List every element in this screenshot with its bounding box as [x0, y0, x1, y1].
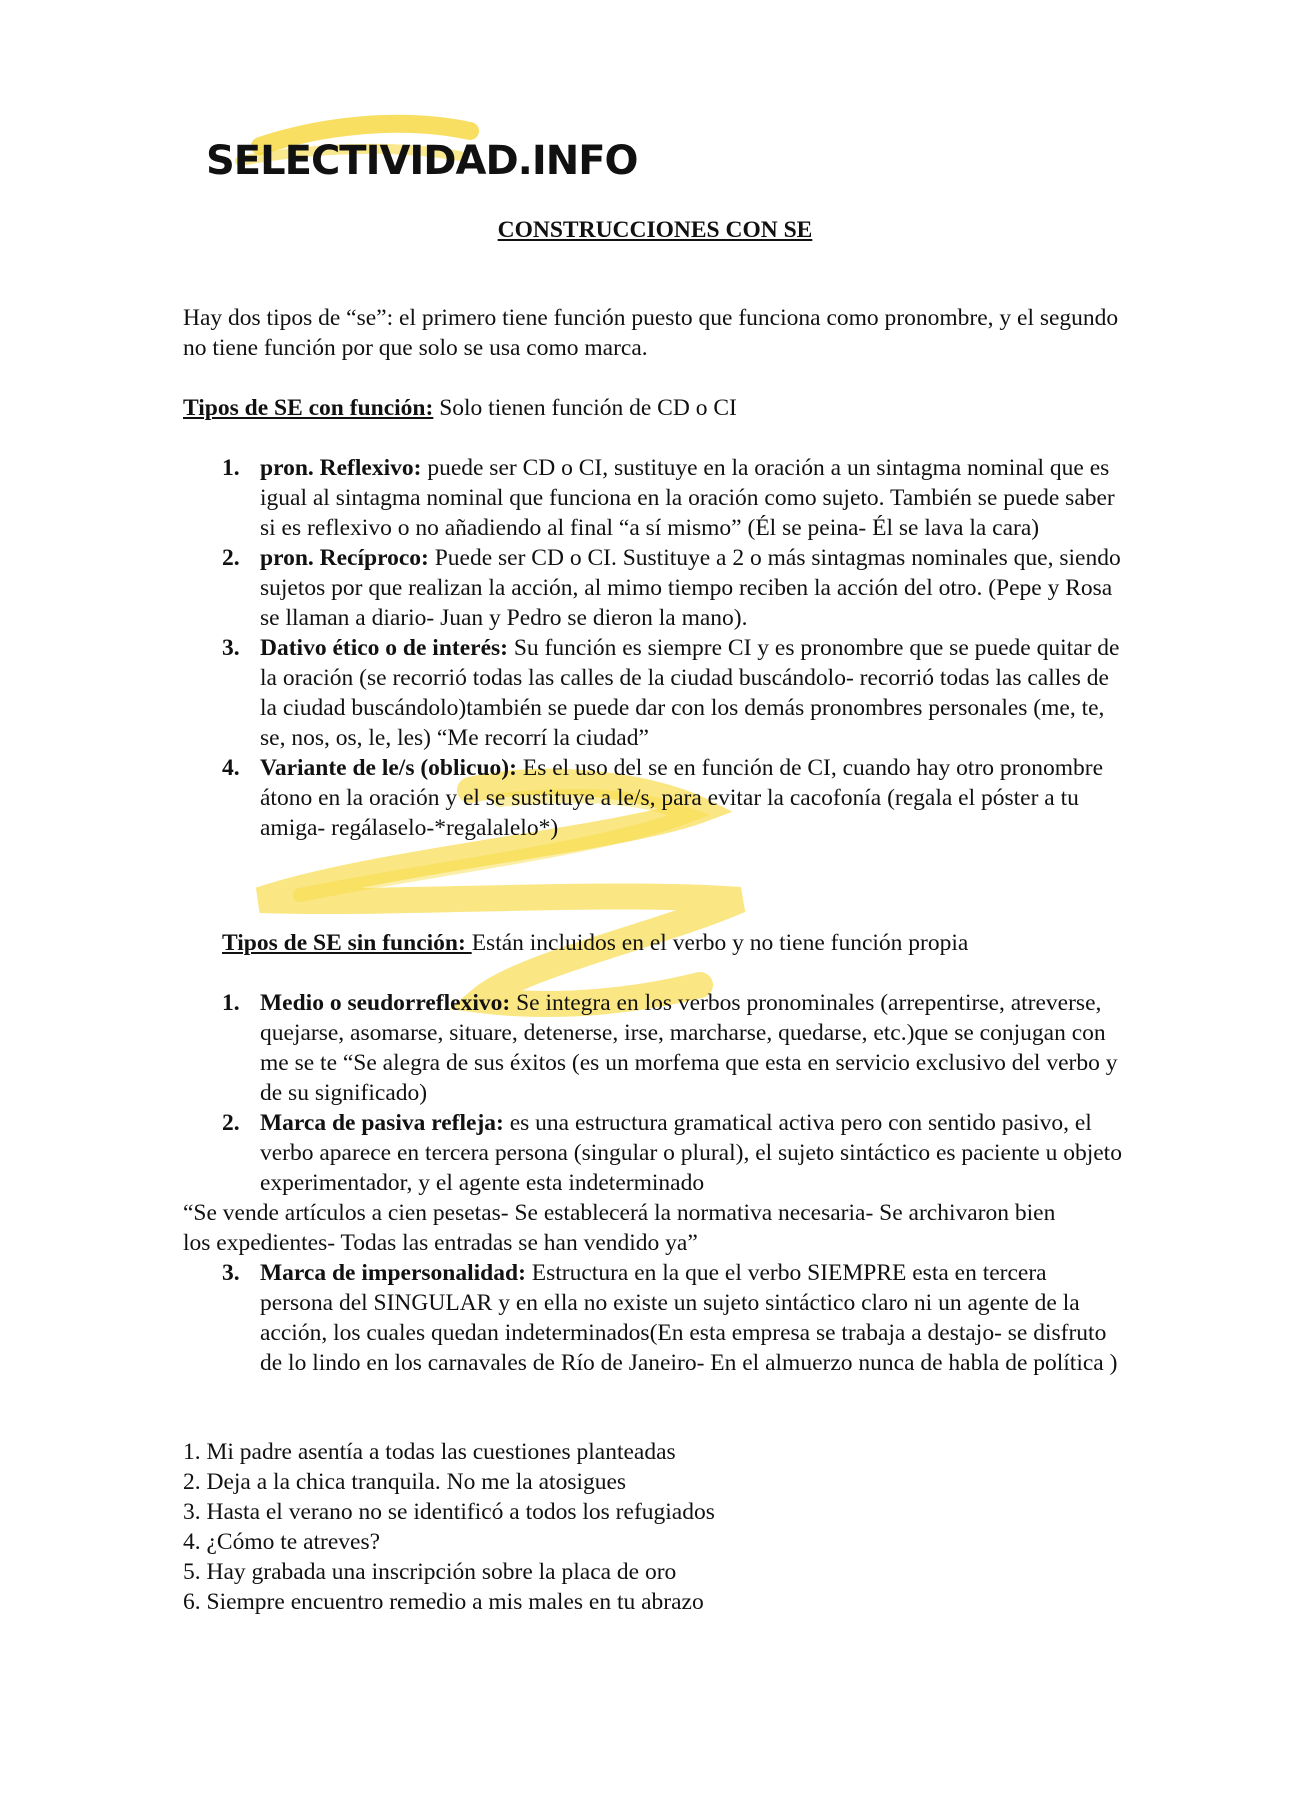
list-item: 1. Medio o seudorreflexivo: Se integra en los verbos pronominales (arrepentirse, atreverse, quejarse, asomarse, situare, detenerse, irse, marcharse, quedarse, etc.)que se conjugan con me se te “Se alegra de sus éxitos (es un morfema que esta en servicio exclusivo del verbo y de su significado)	[222, 990, 1118, 1106]
section1-heading: Tipos de SE con función:	[183, 395, 434, 421]
pasiva-quote: “Se vende artículos a cien pesetas- Se establecerá la normativa necesaria- Se archivaron bien los expedientes- Todas las entradas se han vendido ya”	[183, 1200, 1056, 1256]
section1-heading-line	[183, 393, 1143, 423]
example-item: 3. Hasta el verano no se identificó a todos los refugiados	[183, 1499, 715, 1525]
section1-subtitle: Solo tienen función de CD o CI	[433, 395, 737, 421]
logo-text: SELECTIVIDAD.INFO	[206, 138, 638, 184]
page-title: CONSTRUCCIONES CON SE	[497, 217, 813, 243]
list-item: 4. Variante de le/s (oblicuo): Es el uso del se en función de CI, cuando hay otro pronombre átono en la oración y el se sustituye a le/s, para evitar la cacofonía (regala el póster a tu amiga- regálaselo-*regalalelo*)	[222, 755, 1104, 841]
list-item: 1. pron. Reflexivo: puede ser CD o CI, sustituye en la oración a un sintagma nominal que es igual al sintagma nominal que funciona en la oración como sujeto. También se puede saber si es reflexivo o no añadiendo al final “a sí mismo” (Él se peina- Él se lava la cara)	[222, 455, 1115, 541]
section2-list-cont	[222, 1258, 1122, 1378]
list-item: 2. pron. Recíproco: Puede ser CD o CI. Sustituye a 2 o más sintagmas nominales que, siendo sujetos por que realizan la acción, al mimo tiempo reciben la acción del otro. (Pepe y Rosa se llaman a diario- Juan y Pedro se dieron la mano).	[222, 545, 1121, 631]
section2-heading-line	[222, 928, 1182, 958]
intro-paragraph: Hay dos tipos de “se”: el primero tiene función puesto que funciona como pronombre, y el segundo no tiene función por que solo se usa como marca.	[183, 305, 1119, 361]
examples-list	[183, 1437, 715, 1617]
example-item: 1. Mi padre asentía a todas las cuestiones planteadas	[183, 1439, 676, 1465]
list-item: 3. Marca de impersonalidad: Estructura en la que el verbo SIEMPRE esta en tercera persona del SINGULAR y en ella no existe un sujeto sintáctico claro ni un agente de la acción, los cuales quedan indeterminados(En esta empresa se trabaja a destajo- se disfruto de lo lindo en los carnavales de Río de Janeiro- En el almuerzo nunca de habla de política )	[222, 1260, 1118, 1376]
selectividad-logo	[200, 86, 638, 196]
section2-heading: Tipos de SE sin función:	[222, 930, 472, 956]
section1-list	[222, 453, 1122, 843]
list-item: 3. Dativo ético o de interés: Su función es siempre CI y es pronombre que se puede quitar de la oración (se recorrió todas las calles de la ciudad buscándolo- recorrió todas las calles de la ciudad buscándolo)también se puede dar con los demás pronombres personales (me, te, se, nos, os, le, les) “Me recorrí la ciudad”	[222, 635, 1120, 751]
list-item: 2. Marca de pasiva refleja: es una estructura gramatical activa pero con sentido pasivo, el verbo aparece en tercera persona (singular o plural), el sujeto sintáctico es paciente u objeto experimentador, y el agente esta indeterminado	[222, 1110, 1122, 1196]
example-item: 5. Hay grabada una inscripción sobre la placa de oro	[183, 1559, 677, 1585]
example-item: 4. ¿Cómo te atreves?	[183, 1529, 381, 1555]
section2-list	[222, 988, 1122, 1198]
example-item: 2. Deja a la chica tranquila. No me la atosigues	[183, 1469, 627, 1495]
example-item: 6. Siempre encuentro remedio a mis males en tu abrazo	[183, 1589, 704, 1615]
section2-subtitle: Están incluidos en el verbo y no tiene función propia	[471, 930, 969, 956]
